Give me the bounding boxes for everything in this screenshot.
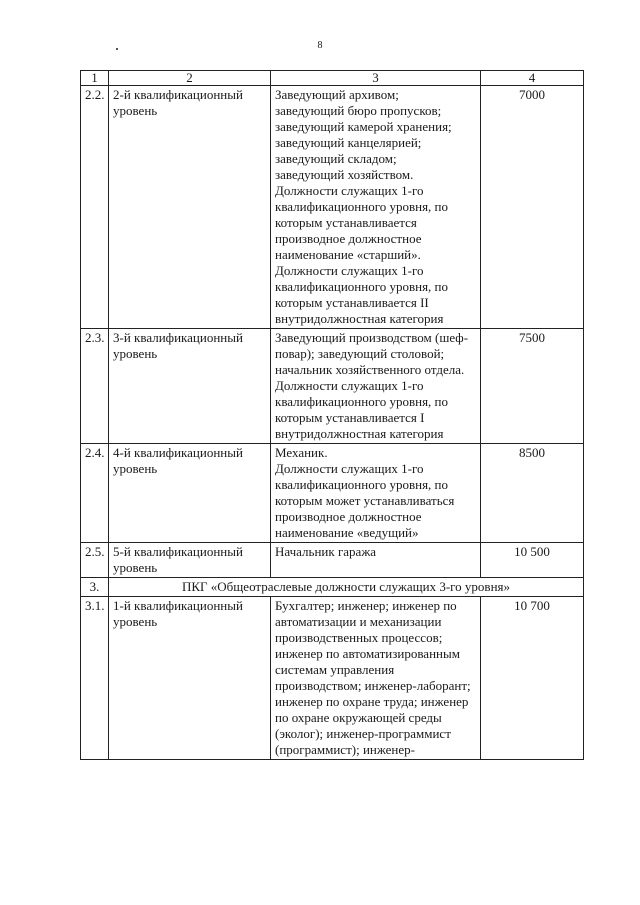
positions-list: Заведующий производством (шеф-повар); заведующий столовой; начальник хозяйственного отдела. Должности служащих 1-го квалификационного уровня, по которым устанавливается I внутридолжностная категория: [271, 329, 481, 444]
row-number: 2.4.: [81, 444, 109, 543]
scan-speck: [116, 48, 118, 50]
positions-list: Механик. Должности служащих 1-го квалификационного уровня, по которым может устанавливаться производное должностное наименование «ведущий»: [271, 444, 481, 543]
header-col-3: 3: [271, 71, 481, 86]
qualification-level: 1-й квалификационный уровень: [109, 597, 271, 760]
qualification-level: 2-й квалификационный уровень: [109, 86, 271, 329]
row-number: 2.3.: [81, 329, 109, 444]
row-number: 2.2.: [81, 86, 109, 329]
qualification-level: 5-й квалификационный уровень: [109, 543, 271, 578]
section-row: [81, 578, 584, 597]
qualification-level: 3-й квалификационный уровень: [109, 329, 271, 444]
table-row: [81, 444, 584, 543]
table-row: [81, 543, 584, 578]
qualification-level: 4-й квалификационный уровень: [109, 444, 271, 543]
positions-list: Начальник гаража: [271, 543, 481, 578]
positions-list: Бухгалтер; инженер; инженер по автоматизации и механизации производственных процессов; инженер по автоматизированным системам управления производством; инженер-лаборант; инженер по охране труда; инженер по охране окружающей среды (эколог); инженер-программист (программист); инженер-: [271, 597, 481, 760]
salary-value: 7500: [481, 329, 584, 444]
salary-table: [80, 70, 584, 760]
row-number: 2.5.: [81, 543, 109, 578]
header-col-1: 1: [81, 71, 109, 86]
salary-value: 10 700: [481, 597, 584, 760]
header-col-4: 4: [481, 71, 584, 86]
header-col-2: 2: [109, 71, 271, 86]
row-number: 3.1.: [81, 597, 109, 760]
table-row: [81, 86, 584, 329]
section-title: ПКГ «Общеотраслевые должности служащих 3-го уровня»: [109, 578, 584, 597]
table-row: [81, 597, 584, 760]
table-row: [81, 329, 584, 444]
page-number: 8: [317, 40, 323, 51]
salary-value: 7000: [481, 86, 584, 329]
positions-list: Заведующий архивом; заведующий бюро пропусков; заведующий камерой хранения; заведующий канцелярией; заведующий складом; заведующий хозяйством. Должности служащих 1-го квалификационного уровня, по которым устанавливается производное должностное наименование «старший». Должности служащих 1-го квалификационного уровня, по которым устанавливается II внутридолжностная категория: [271, 86, 481, 329]
salary-value: 8500: [481, 444, 584, 543]
section-number: 3.: [81, 578, 109, 597]
salary-value: 10 500: [481, 543, 584, 578]
table-header-row: [81, 71, 584, 86]
